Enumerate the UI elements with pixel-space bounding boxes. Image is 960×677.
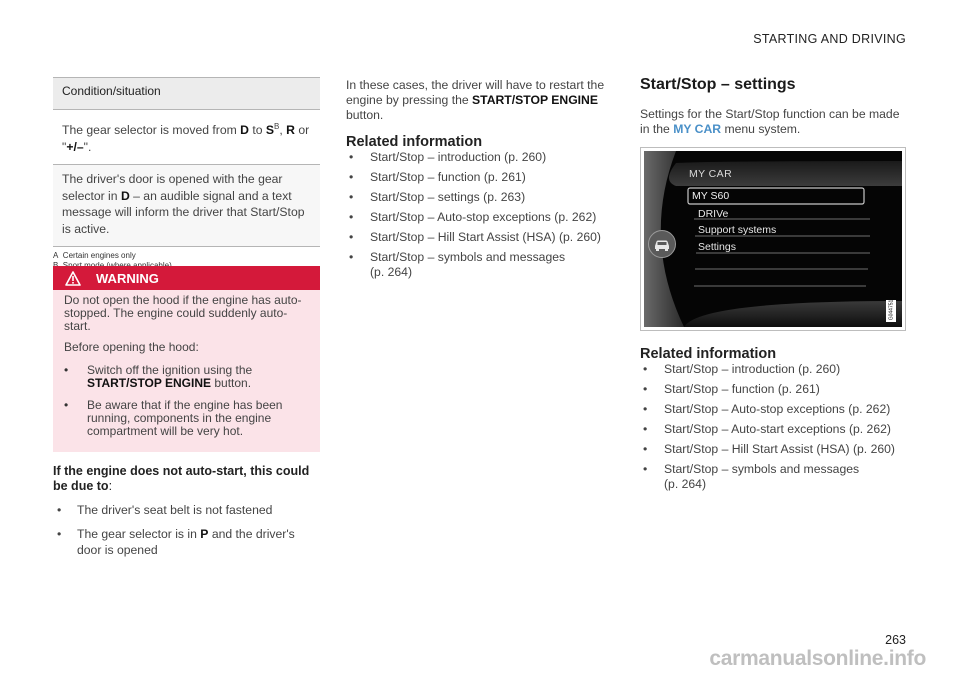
footnote bbox=[53, 251, 320, 261]
menu-item-support-systems[interactable]: Support systems bbox=[698, 224, 777, 236]
link-text[interactable]: Start/Stop – symbols and messages (p. 264) bbox=[664, 462, 860, 491]
car-icon bbox=[648, 230, 676, 258]
bullet-icon: • bbox=[643, 402, 648, 416]
link-text[interactable]: Start/Stop – Hill Start Assist (HSA) (p. 260) bbox=[664, 442, 895, 456]
heading-text: If the engine does not auto-start, this could be due to bbox=[53, 464, 310, 493]
list-text: The driver's seat belt is not fastened bbox=[77, 503, 273, 517]
my-car-screen-figure bbox=[640, 147, 906, 331]
button-name: START/STOP ENGINE bbox=[87, 376, 212, 390]
related-heading: Related information bbox=[346, 134, 483, 150]
warning-text: Before opening the hood: bbox=[64, 340, 199, 354]
bullet-icon: • bbox=[64, 363, 69, 377]
column-3-related bbox=[640, 346, 910, 492]
my-car-screen bbox=[644, 151, 902, 327]
menu-item-settings[interactable]: Settings bbox=[698, 241, 736, 253]
restart-paragraph bbox=[346, 78, 611, 123]
row-text: to bbox=[248, 123, 266, 138]
related-heading: Related information bbox=[640, 346, 777, 362]
list-item bbox=[64, 399, 309, 438]
bullet-icon: • bbox=[57, 527, 62, 541]
row-text: ". bbox=[83, 139, 92, 154]
para-text: Settings for the Start/Stop function can be made in the bbox=[640, 107, 900, 136]
gear-p: P bbox=[200, 527, 209, 541]
warning-triangle-icon bbox=[65, 271, 81, 286]
para-text: In these cases, the driver will have to restart the engine by pressing the bbox=[346, 78, 605, 107]
bullet-icon: • bbox=[643, 422, 648, 436]
warning-header bbox=[53, 266, 320, 290]
causes-list bbox=[53, 502, 320, 566]
list-item bbox=[53, 502, 320, 518]
column-2 bbox=[346, 78, 611, 280]
link-text[interactable]: Start/Stop – function (p. 261) bbox=[370, 170, 526, 184]
heading-colon: : bbox=[108, 479, 113, 493]
link-text[interactable]: Start/Stop – Hill Start Assist (HSA) (p. 260) bbox=[370, 230, 601, 244]
table-header: Condition/situation bbox=[53, 77, 320, 110]
settings-intro bbox=[640, 107, 908, 137]
link-text[interactable]: Start/Stop – introduction (p. 260) bbox=[370, 150, 547, 164]
condition-table bbox=[53, 77, 320, 271]
link-text[interactable]: Start/Stop – Auto-start exceptions (p. 262) bbox=[664, 422, 891, 436]
bullet-icon: • bbox=[349, 190, 354, 204]
para-text: menu system. bbox=[721, 122, 801, 136]
page-number: 263 bbox=[885, 633, 906, 647]
row-text: or bbox=[294, 123, 310, 138]
button-name: START/STOP ENGINE bbox=[472, 93, 598, 107]
list-text: The gear selector is in bbox=[77, 527, 201, 541]
gear-plus-minus: +/– bbox=[66, 139, 84, 154]
bullet-icon: • bbox=[64, 398, 69, 412]
row-text: The driver's door is opened with the gear selector in bbox=[62, 172, 283, 203]
table-row bbox=[53, 110, 320, 165]
gear-d: D bbox=[120, 188, 130, 203]
bullet-icon: • bbox=[349, 230, 354, 244]
row-text: The gear selector is moved from bbox=[62, 123, 241, 138]
gear-s: S bbox=[265, 123, 275, 138]
link-text[interactable]: Start/Stop – Auto-stop exceptions (p. 262) bbox=[664, 402, 891, 416]
watermark: carmanualsonline.info bbox=[709, 647, 926, 670]
warning-text: Do not open the hood if the engine has auto-stopped. The engine could suddenly auto-start. bbox=[64, 293, 302, 333]
bullet-icon: • bbox=[643, 442, 648, 456]
related-link[interactable] bbox=[640, 462, 862, 492]
screen-title: MY CAR bbox=[689, 168, 733, 180]
list-item bbox=[53, 526, 320, 558]
bullet-icon: • bbox=[643, 382, 648, 396]
image-code-label bbox=[886, 300, 896, 322]
gear-d: D bbox=[240, 123, 249, 138]
related-link[interactable] bbox=[640, 402, 910, 417]
related-link[interactable] bbox=[346, 170, 611, 185]
footnote-text: Certain engines only bbox=[62, 251, 136, 261]
related-link[interactable] bbox=[640, 362, 910, 377]
related-link[interactable] bbox=[346, 150, 611, 165]
warning-box bbox=[53, 266, 320, 452]
bullet-icon: • bbox=[57, 503, 62, 517]
link-text[interactable]: Start/Stop – symbols and messages (p. 264) bbox=[370, 250, 566, 279]
list-item bbox=[64, 364, 309, 390]
bullet-icon: • bbox=[349, 170, 354, 184]
related-link[interactable] bbox=[346, 210, 611, 225]
bullet-icon: • bbox=[349, 210, 354, 224]
gear-r: R bbox=[286, 123, 295, 138]
section-title: Start/Stop – settings bbox=[640, 76, 796, 93]
related-link[interactable] bbox=[346, 250, 566, 280]
para-text: button. bbox=[346, 108, 384, 122]
section-header: STARTING AND DRIVING bbox=[753, 32, 906, 46]
related-link[interactable] bbox=[346, 190, 611, 205]
footnote-ref: B bbox=[274, 122, 280, 131]
list-text: Be aware that if the engine has been running, components in the engine compartment will be very hot. bbox=[87, 398, 283, 438]
image-code: G044751 bbox=[888, 299, 895, 321]
menu-item-selected[interactable]: MY S60 bbox=[692, 190, 730, 202]
bullet-icon: • bbox=[349, 250, 354, 264]
link-text[interactable]: Start/Stop – settings (p. 263) bbox=[370, 190, 526, 204]
related-link[interactable] bbox=[346, 230, 611, 245]
row-text: – an audible signal and a text message will inform the driver that Start/Stop is active. bbox=[62, 188, 305, 236]
related-link[interactable] bbox=[640, 382, 910, 397]
causes-heading bbox=[53, 464, 320, 494]
list-text: button. bbox=[211, 376, 252, 390]
my-car-link[interactable]: MY CAR bbox=[673, 122, 722, 136]
bullet-icon: • bbox=[643, 362, 648, 376]
related-link[interactable] bbox=[640, 442, 910, 457]
warning-title: WARNING bbox=[96, 270, 159, 286]
footnote-mark: A bbox=[53, 251, 59, 261]
related-link[interactable] bbox=[640, 422, 910, 437]
bullet-icon: • bbox=[349, 150, 354, 164]
row-text: , bbox=[279, 123, 287, 138]
menu-item-drive[interactable]: DRIVe bbox=[698, 208, 729, 220]
link-text[interactable]: Start/Stop – Auto-stop exceptions (p. 262) bbox=[370, 210, 597, 224]
table-row bbox=[53, 165, 320, 247]
screen-graphic bbox=[644, 151, 902, 327]
row-text: " bbox=[62, 139, 67, 154]
bullet-icon: • bbox=[643, 462, 648, 476]
list-text: Switch off the ignition using the bbox=[87, 363, 253, 377]
list-text: and the driver's door is opened bbox=[77, 527, 295, 557]
link-text[interactable]: Start/Stop – function (p. 261) bbox=[664, 382, 820, 396]
link-text[interactable]: Start/Stop – introduction (p. 260) bbox=[664, 362, 841, 376]
